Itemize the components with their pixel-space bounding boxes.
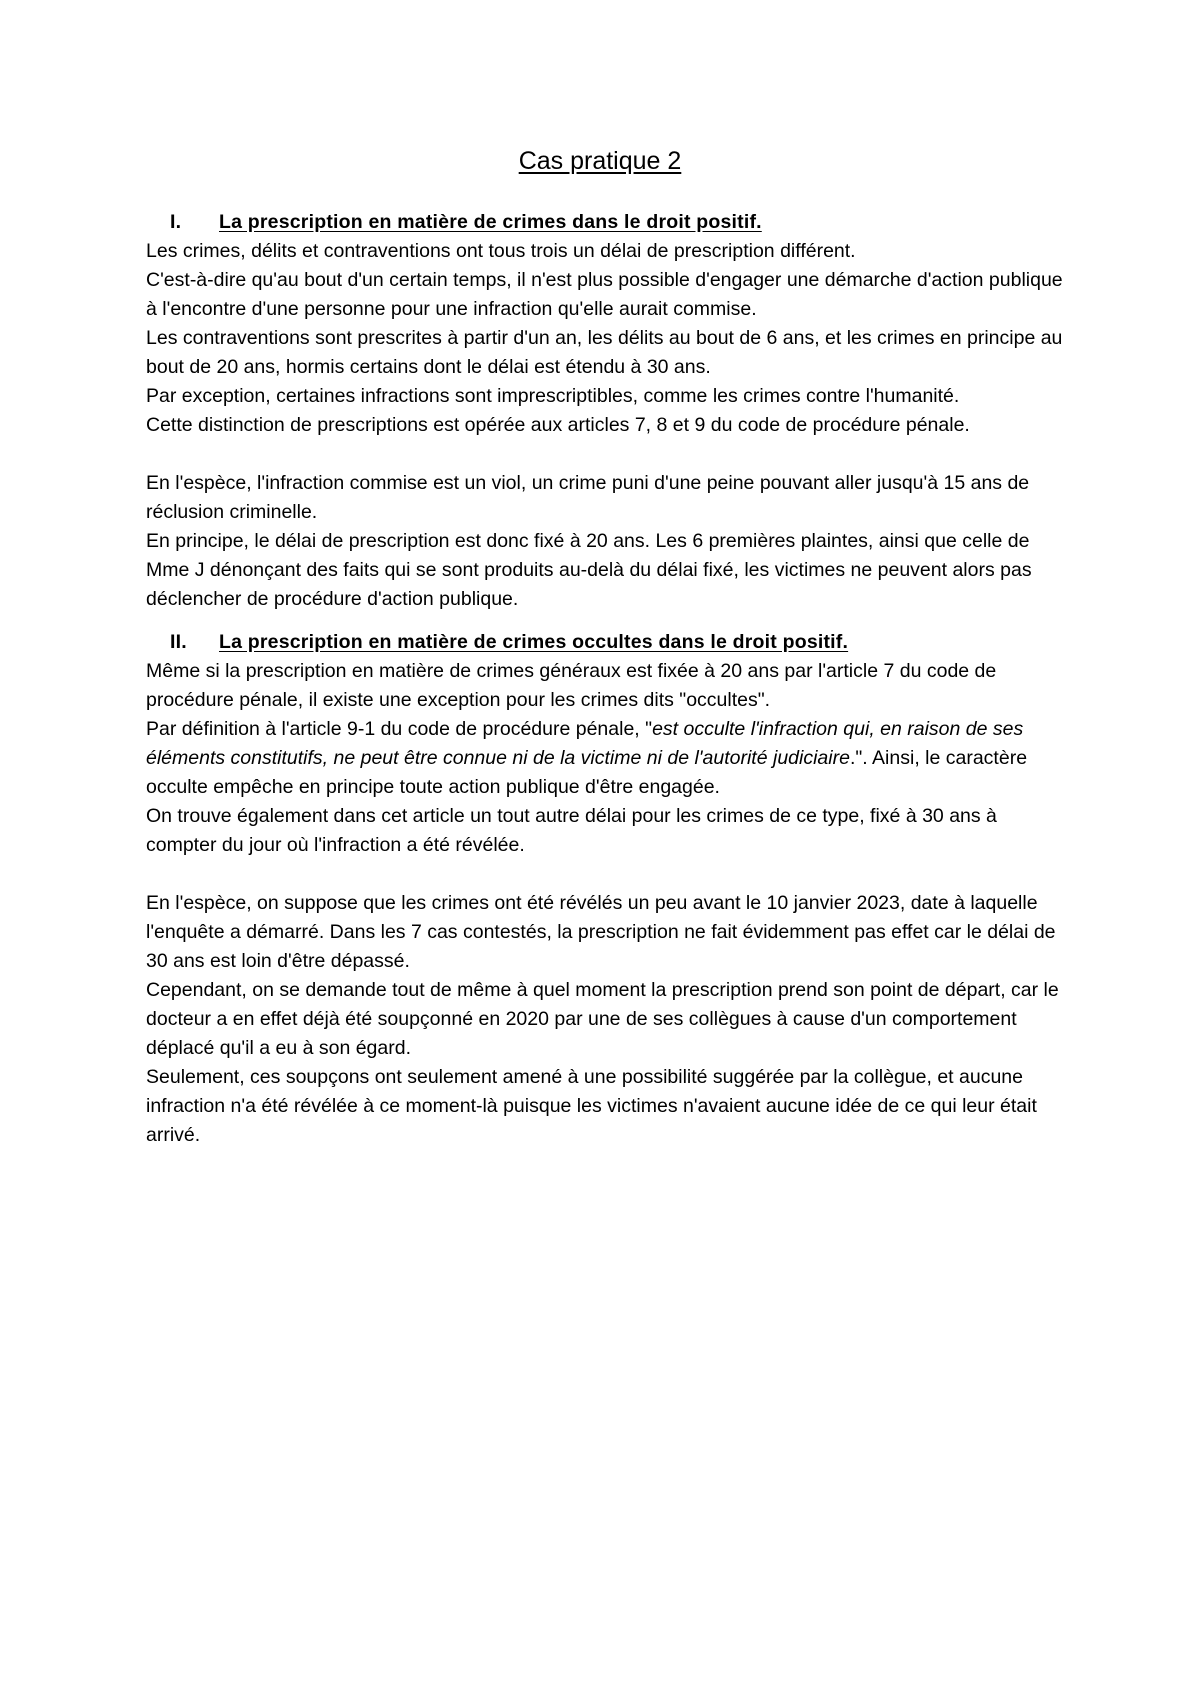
- paragraph: C'est-à-dire qu'au bout d'un certain temps, il n'est plus possible d'engager une démarche d'action publique à l'encontre d'une personne pour une infraction qu'elle aurait commise.: [146, 269, 1063, 320]
- section-number-2: II.: [170, 631, 187, 653]
- paragraph: Par exception, certaines infractions sont imprescriptibles, comme les crimes contre l'humanité.: [146, 385, 960, 407]
- document-body: [146, 208, 1066, 1150]
- quote-intro: Par définition à l'article 9-1 du code de procédure pénale, ": [146, 718, 653, 740]
- paragraph: Seulement, ces soupçons ont seulement amené à une possibilité suggérée par la collègue, et aucune infraction n'a été révélée à ce moment-là puisque les victimes n'avaient aucune idée de ce qui leur était arrivé.: [146, 1066, 1037, 1146]
- section-heading-2: [146, 628, 1066, 657]
- section-number-1: I.: [170, 211, 182, 233]
- section-title-2: La prescription en matière de crimes occultes dans le droit positif.: [219, 631, 849, 653]
- section-gap: [146, 614, 1066, 628]
- paragraph: Les crimes, délits et contraventions ont tous trois un délai de prescription différent.: [146, 240, 856, 262]
- page-title: Cas pratique 2: [518, 147, 682, 175]
- section-title-1: La prescription en matière de crimes dans le droit positif.: [219, 211, 762, 233]
- paragraph-with-quote: [146, 715, 1066, 802]
- paragraph: Les contraventions sont prescrites à partir d'un an, les délits au bout de 6 ans, et les crimes en principe au bout de 20 ans, hormis certains dont le délai est étendu à 30 ans.: [146, 327, 1063, 378]
- paragraph: Même si la prescription en matière de crimes généraux est fixée à 20 ans par l'article 7 du code de procédure pénale, il existe une exception pour les crimes dits "occultes".: [146, 660, 997, 711]
- legal-quote: est occulte l'infraction qui, en raison de ses éléments constitutifs, ne peut être connue ni de la victime ni de l'autorité judiciaire: [146, 718, 1024, 769]
- paragraph: Cependant, on se demande tout de même à quel moment la prescription prend son point de départ, car le docteur a en effet déjà été soupçonné en 2020 par une de ses collègues à cause d'un comportement déplacé qu'il a eu à son égard.: [146, 979, 1059, 1059]
- paragraph: En l'espèce, on suppose que les crimes ont été révélés un peu avant le 10 janvier 2023, date à laquelle l'enquête a démarré. Dans les 7 cas contestés, la prescription ne fait évidemment pas effet car le délai de 30 ans est loin d'être dépassé.: [146, 892, 1056, 972]
- paragraph: Cette distinction de prescriptions est opérée aux articles 7, 8 et 9 du code de procédure pénale.: [146, 414, 970, 436]
- section-heading-1: [146, 208, 1066, 237]
- quote-outro: .". Ainsi, le caractère occulte empêche en principe toute action publique d'être engagée.: [146, 747, 1028, 798]
- paragraph: En l'espèce, l'infraction commise est un viol, un crime puni d'une peine pouvant aller jusqu'à 15 ans de réclusion criminelle.: [146, 472, 1030, 523]
- paragraph: En principe, le délai de prescription est donc fixé à 20 ans. Les 6 premières plaintes, ainsi que celle de Mme J dénonçant des faits qui se sont produits au-delà du délai fixé, les victimes ne peuvent alors pas déclencher de procédure d'action publique.: [146, 530, 1032, 610]
- blank-line: [146, 860, 1066, 889]
- paragraph: On trouve également dans cet article un tout autre délai pour les crimes de ce type, fixé à 30 ans à compter du jour où l'infraction a été révélée.: [146, 805, 997, 856]
- blank-line: [146, 440, 1066, 469]
